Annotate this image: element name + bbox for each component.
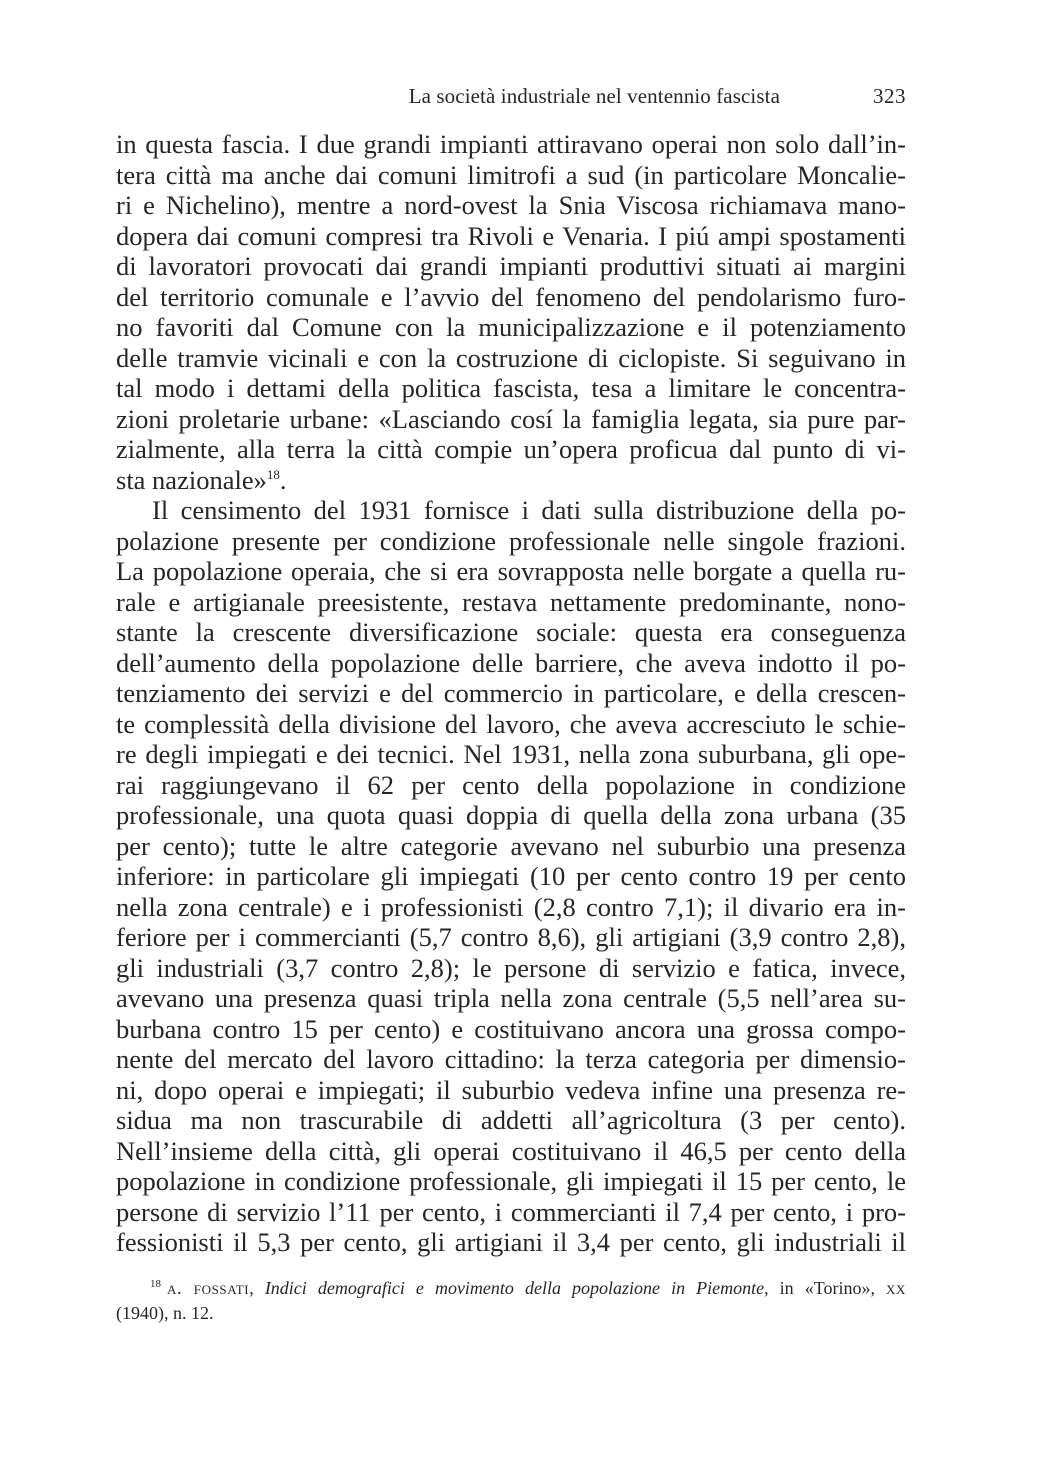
text-fragment: . [279,464,287,495]
body-text [116,129,906,1258]
text-line: del territorio comunale e l’avvio del fenomeno del pendolarismo furo- [116,281,906,312]
page-number: 323 [873,84,906,108]
text-line: polazione presente per condizione professionale nelle singole frazioni. [116,525,906,556]
text-line: avevano una presenza quasi tripla nella zona centrale (5,5 nell’area su- [116,983,906,1013]
paragraph-2 [116,495,906,1258]
text-line: tera città ma anche dai comuni limitrofi a sud (in particolare Moncalie- [116,159,906,190]
text-line: ni, dopo operai e impiegati; il suburbio vedeva infine una presenza re- [116,1074,906,1105]
text-line: fessionisti il 5,3 per cento, gli artigiani il 3,4 per cento, gli industriali il [116,1227,906,1257]
paragraph-1 [116,129,906,495]
footnote-reference[interactable]: 18 [266,466,280,482]
text-line: tenziamento dei servizi e del commercio in particolare, e della crescen- [116,678,906,708]
text-line: La popolazione operaia, che si era sovrapposta nelle borgate a quella ru- [116,556,906,586]
footnote-volume: xx [886,1278,907,1298]
footnote-author: a. fossati [167,1278,250,1298]
text-line: rai raggiungevano il 62 per cento della popolazione in condizione [116,769,906,800]
text-line: gli industriali (3,7 contro 2,8); le persone di servizio e fatica, invece, [116,952,906,983]
text-line [116,465,906,496]
text-line: in questa fascia. I due grandi impianti attiravano operai non solo dall’in- [116,129,906,159]
text-line: sidua ma non trascurabile di addetti all’agricoltura (3 per cento). [116,1105,906,1135]
text-line: inferiore: in particolare gli impiegati (10 per cento contro 19 per cento [116,861,906,891]
text-line: Nell’insieme della città, gli operai costituivano il 46,5 per cento della [116,1135,906,1166]
text-line: stante la crescente diversificazione sociale: questa era conseguenza [116,617,906,647]
text-fragment: , [249,1278,265,1298]
text-line: dopera dai comuni compresi tra Rivoli e Venaria. I piú ampi spostamenti [116,220,906,251]
running-title: La società industriale nel ventennio fascista [408,84,780,108]
text-line: dell’aumento della popolazione delle barriere, che aveva indotto il po- [116,647,906,678]
text-line: rale e artigianale preesistente, restava nettamente predominante, nono- [116,586,906,617]
text-line: popolazione in condizione professionale, gli impiegati il 15 per cento, le [116,1166,906,1196]
text-line: no favoriti dal Comune con la municipalizzazione e il potenziamento [116,312,906,342]
footnote [116,1276,906,1326]
text-line: burbana contro 15 per cento) e costituivano ancora una grossa compo- [116,1013,906,1044]
footnote-line: (1940), n. 12. [116,1303,214,1323]
footnote-title: Indici demografici e movimento della popolazione in Piemonte [264,1278,765,1298]
text-fragment: , in «Torino», [764,1278,887,1298]
text-line: tal modo i dettami della politica fascista, tesa a limitare le concentra- [116,373,906,403]
running-header [116,84,906,114]
text-line: te complessità della divisione del lavoro, che aveva accresciuto le schie- [116,708,906,739]
text-line: feriore per i commercianti (5,7 contro 8,6), gli artigiani (3,9 contro 2,8), [116,922,906,952]
footnote-line [116,1276,906,1301]
text-line: re degli impiegati e dei tecnici. Nel 1931, nella zona suburbana, gli ope- [116,739,906,769]
text-line: zialmente, alla terra la città compie un’opera proficua dal punto di vi- [116,434,906,464]
text-line: nente del mercato del lavoro cittadino: la terza categoria per dimensio- [116,1044,906,1074]
text-line: nella zona centrale) e i professionisti (2,8 contro 7,1); il divario era in- [116,891,906,922]
text-line: delle tramvie vicinali e con la costruzione di ciclopiste. Si seguivano in [116,342,906,373]
text-line: zioni proletarie urbane: «Lasciando cosí la famiglia legata, sia pure par- [116,403,906,434]
text-line: per cento); tutte le altre categorie avevano nel suburbio una presenza [116,830,906,861]
text-line: Il censimento del 1931 fornisce i dati sulla distribuzione della po- [152,495,906,525]
text-line: di lavoratori provocati dai grandi impianti produttivi situati ai margini [116,251,906,281]
text-line: professionale, una quota quasi doppia di quella della zona urbana (35 [116,800,906,830]
text-fragment: sta nazionale» [116,464,267,495]
text-line: ri e Nichelino), mentre a nord-ovest la Snia Viscosa richiamava mano- [116,190,906,220]
text-line: persone di servizio l’11 per cento, i commercianti il 7,4 per cento, i pro- [116,1196,906,1227]
footnote-number: 18 [150,1278,161,1290]
